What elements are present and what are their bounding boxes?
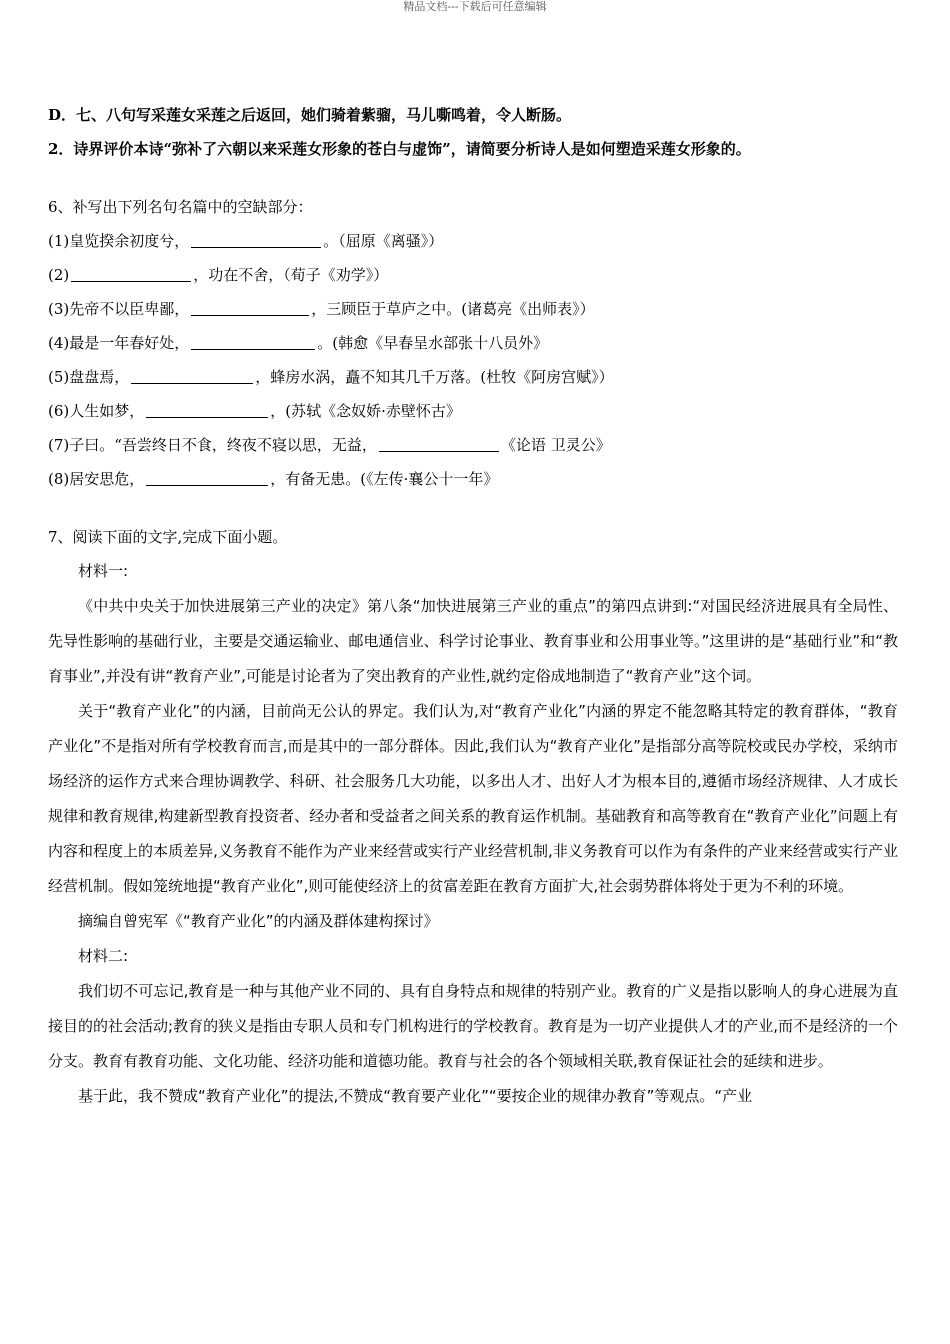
material-1-paragraph-1: 《中共中央关于加快进展第三产业的决定》第八条“加快进展第三产业的重点”的第四点讲到:“对国民经济进展具有全局性、先导性影响的基础行业，主要是交通运输业、邮电通信业、科学讨论事业、教育事业和公用事业等。”这里讲的是“基础行业”和“教育事业”,并没有讲“教育产业”,可能是讨论者为了突出教育的产业性,就约定俗成地制造了“教育产业”这个词。 <box>48 597 898 685</box>
answer-blank[interactable] <box>146 401 268 418</box>
q6-title: 6、补写出下列名句名篇中的空缺部分： <box>48 198 313 216</box>
answer-blank[interactable] <box>71 265 191 282</box>
material-2-paragraph-2: 基于此，我不赞成“教育产业化”的提法,不赞成“教育要产业化”“要按企业的规律办教育”等观点。“产业 <box>78 1087 753 1105</box>
answer-blank[interactable] <box>131 367 253 384</box>
answer-blank[interactable] <box>146 469 268 486</box>
answer-blank[interactable] <box>379 435 499 452</box>
q6-item-8: (8)居安思危， ，有备无患。(《左传·襄公十一年》 <box>48 470 499 488</box>
q6-item-6: (6)人生如梦， ，(苏轼《念奴娇·赤壁怀古》 <box>48 402 461 420</box>
q7-title: 7、阅读下面的文字,完成下面小题。 <box>48 528 288 546</box>
q6-item-4: (4)最是一年春好处， 。(韩愈《早春呈水部张十八员外》 <box>48 334 549 352</box>
q5-option-d: D．七、八句写采莲女采莲之后返回，她们骑着紫骝，马儿嘶鸣着，令人断肠。 <box>48 106 572 124</box>
material-1-label: 材料一: <box>78 562 129 580</box>
q6-item-2: (2) ，功在不舍，（荀子《劝学》） <box>48 266 389 284</box>
material-2-label: 材料二: <box>78 947 129 965</box>
material-1-source: 摘编自曾宪军《“教育产业化”的内涵及群体建构探讨》 <box>78 912 439 930</box>
answer-blank[interactable] <box>191 333 315 350</box>
answer-blank[interactable] <box>191 299 309 316</box>
material-1-paragraph-2: 关于“教育产业化”的内涵，目前尚无公认的界定。我们认为,对“教育产业化”内涵的界定不能忽略其特定的教育群体，“教育产业化”不是指对所有学校教育而言,而是其中的一部分群体。因此,我们认为“教育产业化”是指部分高等院校或民办学校，采纳市场经济的运作方式来合理协调教学、科研、社会服务几大功能，以多出人才、出好人才为根本目的,遵循市场经济规律、人才成长规律和教育规律,构建新型教育投资者、经办者和受益者之间关系的教育运作机制。基础教育和高等教育在“教育产业化”问题上有内容和程度上的本质差异,义务教育不能作为产业来经营或实行产业经营机制,非义务教育可以作为有条件的产业来经营或实行产业经营机制。假如笼统地提“教育产业化”,则可能使经济上的贫富差距在教育方面扩大,社会弱势群体将处于更为不利的环境。 <box>48 702 898 895</box>
q6-item-1: (1)皇览揆余初度兮， 。（屈原《离骚》） <box>48 232 444 250</box>
document-body <box>48 98 898 1114</box>
material-2-paragraph-1: 我们切不可忘记,教育是一种与其他产业不同的、具有自身特点和规律的特别产业。教育的广义是指以影响人的身心进展为直接目的的社会活动;教育的狭义是指由专职人员和专门机构进行的学校教育。教育是为一切产业提供人才的产业,而不是经济的一个分支。教育有教育功能、文化功能、经济功能和道德功能。教育与社会的各个领域相关联,教育保证社会的延续和进步。 <box>48 982 898 1070</box>
page-header: 精品文档---下载后可任意编辑 <box>403 0 547 13</box>
answer-blank[interactable] <box>191 231 321 248</box>
q6-item-5: (5)盘盘焉， ，蜂房水涡，矗不知其几千万落。(杜牧《阿房宫赋》） <box>48 368 614 386</box>
q6-item-3: (3)先帝不以臣卑鄙， ，三顾臣于草庐之中。(诸葛亮《出师表》） <box>48 300 595 318</box>
q6-item-7: (7)子曰。“吾尝终日不食，终夜不寝以思，无益， 《论语 卫灵公》 <box>48 436 611 454</box>
q5-item-2: 2．诗界评价本诗“弥补了六朝以来采莲女形象的苍白与虚饰”，请简要分析诗人是如何塑造采莲女形象的。 <box>48 140 751 158</box>
